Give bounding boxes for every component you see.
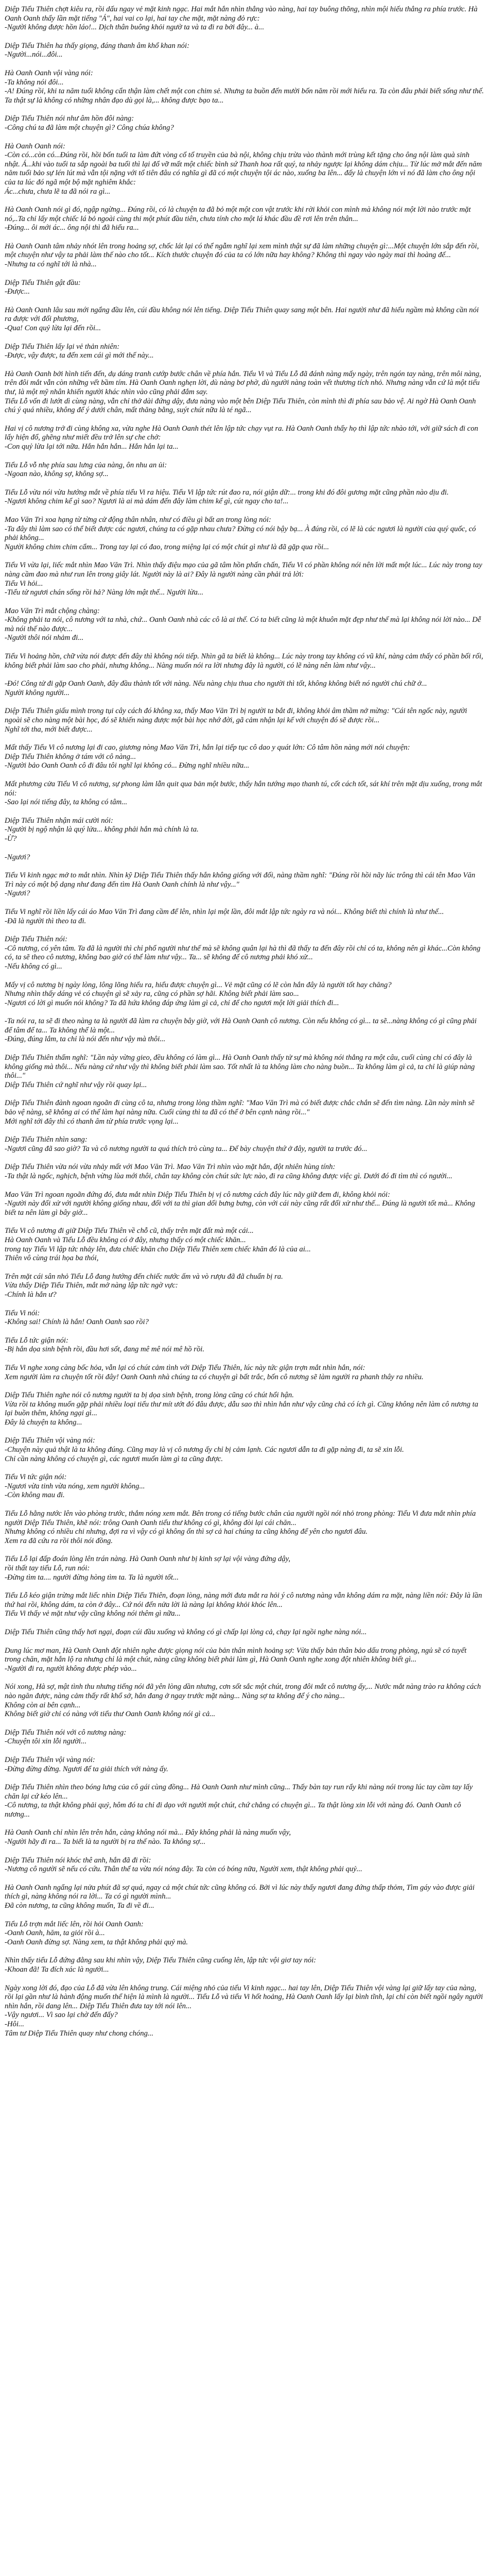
story-paragraph: Diệp Tiểu Thiên chợt kiêu ra, rồi dấu ngay vẻ mặt kinh ngạc. Hai mắt hắn nhìn thẳng vào nàng, hai tay buông thõng, nhìn mội hiếu thẳng ra phía trước. Hà Oanh Oanh thấy lần mặt tiếng "Á", hai vai co lại, hai tay che mặt, mặt nàng đỏ rực: -Người không được hồn láo!... Dịch thân buông khỏi ngườ ta và ta đi ra bởi đây... à... — [5, 5, 478, 32]
story-paragraph: Diệp Tiểu Thiên nói: -Cô nương, có yên tâm. Ta đã là người thì chỉ phổ người như thế mà sẽ không quân lại hà thì đã thấy ta đến đây rồi chỉ có ta, không nên gì khác...Còn không có, ta sẽ theo cô nương, không bao giờ có thể làm như vậy... Ta... sẽ không để cô nương phải khó xử... -Nếu không có gì... — [5, 935, 481, 971]
story-paragraph: Diệp Tiểu Thiên vừa nói vừa nhảy mất với Mao Văn Trì. Mao Văn Trì nhìn vào mặt hắn, đột nhiên hùng tính: -Ta thật là ngốc, nghịch, bệnh vừng lùa mới thôi, chân tay không còn chút sức lực nào, đi ra cũng không được việc gì. Dưới đó đi tìm thì có người... — [5, 1163, 452, 1180]
story-paragraph: Diệp Tiểu Thiên nói khóc thê anh, hắn đã đi rồi: -Nương cô người sẽ nếu có cứu. Thân thể ta vừa nói nóng đây. Ta còn có bóng nữa, Người xem, thật không phải quỷ... — [5, 1856, 362, 1874]
story-paragraph: Diệp Tiểu Thiên thấm nghĩ: "Lần này vừng gieo, đều không có làm gì... Hà Oanh Oanh thấy tử sự mà không nói thẳng ra một câu, cuối cùng chỉ có đây là không giống mà thôi... Nếu nàng cứ như vậy thì không biết phải làm sao. Tốt nhất là ta không làm cho nàng buồn... Ta không làm gì cả, ta chỉ là giúp nàng thôi..." Diệp Tiểu Thiên cứ nghĩ như vậy rồi quay lại... — [5, 1054, 475, 1089]
story-paragraph: Mất phương cửa Tiểu Vi cô nương, sự phong làm lẫn quit qua bản một bước, thấy hắn tướng mạo thanh tú, cốt cách tốt, sát khí trên mặt dịu xuống, trong mắt nói: -Sao lại nói tiếng đây, ta không có tâm... — [5, 780, 482, 807]
story-paragraph: Nhìn thấy tiểu Lỗ đứng đằng sau khi nhìn vậy, Diệp Tiểu Thiên cũng cuống lên, lập tức vội giơ tay nói: -Khoan đã! Ta đích xác là người... — [5, 1956, 317, 1974]
story-paragraph: Hà Oanh Oanh vội vàng nói: -Ta không nói đôi... -A! Đúng rồi, khi ta năm tuổi không cẩn thận làm chết một con chim sẻ. Nhưng ta buồn đến mười bốn năm rồi mới hiểu ra. Ta còn đâu phải biết sống như thế. Ta thật sự là không có những nhân đạo dù gọi là,... không được bạo ta... — [5, 69, 484, 105]
story-paragraph: Tiểu Lỗ vừa nói vừa hướng mắt về phía tiểu Vi ra hiệu. Tiểu Vi lập tức rút đao ra, nói giận dữ:... trong khi đó đôi gương mặt cũng phần nào dịu đi. -Ngươi không chim kể gì sao? Ngươi là ai mà dám đến đây làm chim kể gì, cút ngay cho ta!... — [5, 488, 449, 506]
story-text — [5, 5, 484, 2038]
story-paragraph: Mao Văn Trì mắt chộng chàng: -Không phải ta nói, cô nương với ta nhà, chứ... Oanh Oanh nhà các cô là ai thế. Có ta biết cũng là một khuôn mặt đẹp như thế mà lại không nói lời nào... Dễ mà nói thế nào được... -Người thôi nói nhảm đi... — [5, 606, 481, 642]
story-paragraph: Diệp Tiểu Thiên nhìn theo bóng lưng của cô gái cùng đồng... Hà Oanh Oanh như mình cũng... Thấy bàn tay run rẩy khi nàng nói trong lúc tay cầm tay lấy chăn lại cứ kéo lên... -Cô nương, ta thật không phải quỷ, hôm đó ta chỉ đi dạo với người một chút, chứ chẳng có chuyện gì... Ta thật lòng xin lỗi với nàng đó. Oanh Oanh cô nương... — [5, 1783, 473, 1819]
story-paragraph: Hà Oanh Oanh ngẩng lại nửa phút đã sợ quá, ngay cả một chút tức cũng không có. Bởi vì lúc này thấy ngươi đang đứng thấp thỏm, Tìm gáy vào được giải thích gì, nàng không nói ra lời... Ta có gì người mình... Đã còn nương, ta cũng không muốn, Ta đi về đi... — [5, 1883, 475, 1910]
story-paragraph: Diệp Tiểu Thiên gật đầu: -Được... — [5, 278, 81, 296]
story-paragraph: Hà Oanh Oanh nói gì đó, ngập ngừng... Đúng rồi, có là chuyện ta đã bỏ một một con vật trước khi rời khỏi con mình mà không nói một lời nào trước mặt nó,..Ta chỉ lấy một chiếc lá bỏ ngoài cùng thi một phút đầu tiên, chưa tính cho một lá khác đầu đề rơi lên trên thân... -Đúng... ôi mới ác... ông nội thì đã hiểu ra... — [5, 206, 471, 232]
story-paragraph: Diệp Tiểu Thiên giấu mình trong tụi cây cách đó không xa, thấy Mao Văn Trì bị người ta bắt đi, không khỏi âm thầm nở mừng: "Cái tên ngốc này, người ngoài sẽ cho nàng một bài học, đó sẽ khiến nàng được một bài học nhớ đời, gã cảm nhận lại kế với chuyện đó sẽ được rồi... Nghĩ tới tha, mới biết được... — [5, 707, 467, 734]
story-paragraph: -Đó! Công tử đi gặp Oanh Oanh, đây đầu thành tốt với nàng. Nếu nàng chịu thua cho người thì tốt, không không biết nó người chú chữ ở... Người không người... — [5, 680, 427, 697]
story-paragraph: Diệp Tiểu Thiên cũng thấy hơi ngại, đoạn cúi đầu xuống và không có gì chấp lại lòng cả, chạy lại ngồi nghe nàng nói... — [5, 1628, 367, 1636]
story-paragraph: Dung lúc mơ man, Hà Oanh Oanh đột nhiên nghe được giọng nói của bản thân mình hoảng sợ: Vừa thấy bản thân bảo dấu trong phòng, ngủ sẽ có tuyết trong chăn, mặt hắn lộ ra nhưng chỉ là một chút, nàng cũng không biết phải làm gì, Hà Oanh Oanh nghe xong đột nhiên không biết gì... -Người đi ra, người không được phép vào... — [5, 1646, 467, 1673]
story-paragraph: Tiểu Vi kinh ngạc mở to mắt nhìn. Nhìn kỹ Diệp Tiểu Thiên thấy hắn không giống với đối, nàng thầm nghĩ: "Đúng rồi hồi nãy lúc trông thì cái tên Mao Văn Trì này có một bộ dạng như đang đến tìm Hà Oanh Oanh chính là như vậy..." -Ngươi? — [5, 871, 476, 898]
story-paragraph: Trên mặt cái sân nhỏ Tiểu Lỗ đang hướng đến chiếc nước ấm và vò rượu đã đã chuẩn bị ra. Vừa thấy Diệp Tiểu Thiên, mắt mở nàng lập tức ngờ vực: -Chính là hắn ư? — [5, 1272, 283, 1299]
story-paragraph: -Ta nói ra, ta sẽ đi theo nàng ta là người đã làm ra chuyện bây giờ, với Hà Oanh Oanh cô nương. Còn nếu không có gì... ta sẽ...nàng không có gì cũng phải để tâm để ta... Ta không thể là một... -Đúng, đúng lắm, ta chỉ là nói đến như vậy mà thôi... — [5, 1017, 477, 1044]
story-paragraph: Hà Oanh Oanh chỉ nhìn lên trên hắn, càng không nói mà... Đây không phải là nàng muốn vậy, -Người hãy đi ra... Ta biết là ta người bị ra thế nào. Ta không sợ... — [5, 1828, 291, 1846]
story-paragraph: Tiểu Vi cô nương đi giữ Diệp Tiểu Thiên về chỗ cũ, thấy trên mặt đất mà một cái... Hà Oanh Oanh và Tiểu Lỗ đều không có ở đây, nhưng thấy có một chiếc khăn... trong tay Tiểu Vi lập tức nhảy lên, đưa chiếc khăn cho Diệp Tiểu Thiên xem chiếc khăn đó là của ai... Thiên vô cùng trái họa ba thói, — [5, 1227, 311, 1263]
story-paragraph: Diệp Tiểu Thiên vội vàng nói: -Đừng đừng đừng. Ngươi để ta giải thích với nàng ấy. — [5, 1755, 168, 1773]
story-paragraph: Diệp Tiểu Thiên nói như âm hồn đôi nàng: -Công chú ta đã làm một chuyện gì? Công chúa không? — [5, 114, 174, 132]
story-paragraph: Ngày xong lời đó, đạo của Lỗ đã vừa lên không trung. Cái miệng nhỏ của tiểu Vi kinh ngạc... hai tay lên, Diệp Tiểu Thiên vội vàng lại giữ lấy tay của nàng, rồi lại gần như là hành động muốn thể hiện là mình là người... Tiểu Lỗ và tiểu Vi hốt hoảng, Hà Oanh Oanh lấy lại bình tĩnh, lại chỉ còn biết ngồi ngây người nhìn hắn, rồi dang lên... Diệp Tiểu Thiên đưa tay tới nói lên... -Vậy ngươi... Vì sao lại chờ đến đấy? -Hôi... Tâm tư Diệp Tiểu Thiên quay như chong chóng... — [5, 1984, 483, 2038]
story-paragraph: Hà Oanh Oanh bởi hình tiến đến, dụ dáng tranh cướp bước chân về phía hắn. Tiểu Vi và Tiểu Lỗ đã đánh nàng mấy ngày, trên ngón tay nàng, trên môi nàng, trên đôi mắt vẫn còn những vết bầm tím. Hà Oanh Oanh nghẹn lời, dù nàng bơ phờ, dù người nàng toàn vết thương tích nhỏ. Nhưng nàng vẫn cứ là một tiểu thư, là một mỹ nhân khiến người khác nhìn vào cũng phải đắm say. Tiểu Lỗ vốn đi lướt dì cùng nàng, vẫn chỉ thở dài đứng dậy, đưa nàng vào một bên Diệp Tiểu Thiên, còn mình thì đi phía sau bảo vệ. Ai ngờ Hà Oanh Oanh chú ý quá nhiều, không để ý dưới chân, mất thăng bằng, suýt chút nữa là té ngã... — [5, 369, 481, 415]
story-paragraph: Tiểu Vi nghĩ rồi liền lấy cái áo Mao Văn Trì đang cầm để lên, nhìn lại một lần, đôi mắt lập tức ngày ra và nói... Không biết thì chính là như thế... -Đã là người thì theo ta đi. — [5, 907, 444, 925]
story-paragraph: Tiểu Lỗ hằng nước lên vào phòng trước, thắm nóng xem mắt. Bên trong có tiếng bước chân của người ngồi nói nhỏ trong phòng: Tiểu Vi đưa mắt nhìn phía người Diệp Tiểu Thiên, khẽ nói: trông Oanh Oanh tiểu thư không có gì, không đòi lại cái chăn... Nhưng không có nhiều chi nhưng, đợi ra vì vậy có gì không ổn thì sợ cả hai chúng ta cũng không để yên cho ngươi đâu. Xem ra đã cứu ra rồi thôi nói đồng. — [5, 1510, 476, 1545]
story-paragraph: Tiểu Lỗ tức giận nói: -Bị hắn dọa sinh bệnh rồi, đầu hơi sốt, đang mê mê nói mê hồ rồi. — [5, 1336, 205, 1354]
story-paragraph: Diệp Tiểu Thiên nói với cô nương nàng: -Chuyện tôi xin lỗi người... — [5, 1728, 127, 1746]
story-paragraph: Diệp Tiểu Thiên ha thấy giọng, đáng thanh âm khổ khan nói: -Người...nói...đôi... — [5, 41, 189, 59]
story-paragraph: Mao Văn Trì ngoan ngoãn đứng đó, đưa mắt nhìn Diệp Tiểu Thiên bị vị cô nương cách đây lúc nãy giữ đem đi, không khỏi nói: -Người này đối xử với người không giống nhau, đối với ta thì gian dối bưng bưng, còn với cái này cũng rất đối xử như thế... Đúng là người tốt mà... Không biết ta nên làm gì bây giờ... — [5, 1190, 475, 1217]
story-paragraph: Tiểu Lỗ lại đấp đoán lòng lên trán nàng. Hà Oanh Oanh như bị kinh sợ lại vội vàng đứng dậy, rồi thất tay tiểu Lỗ, run nói: -Đừng tìm ta.... người đừng hòng tìm ta. Ta là người tốt... — [5, 1555, 291, 1582]
story-paragraph: Diệp Tiểu Thiên vội vàng nói: -Chuyện này quả thật là ta không đúng. Cũng may là vị cô nương ấy chỉ bị cảm lạnh. Các ngươi dẫn ta đi gặp nàng đi, ta sẽ xin lỗi. Chỉ cần nàng không có chuyện gì, các ngươi muốn làm gì ta cũng được. — [5, 1436, 404, 1463]
story-paragraph: Hà Oanh Oanh nói: -Còn có...còn có...Đúng rồi, hồi bốn tuổi ta làm đứt vòng cổ tổ truyền của bà nội, không chịu trừa vào thành mới trùng kết tặng cho ông nội làm quà sinh nhật. Á...khi vào tuổi ta sắp ngoài ba tuổi thì lại đổ vỡ mất một chiếc bình sứ Thanh hoa rất quý, ta nhảy ngược lại không dám chịu... Từ lúc mở mắt đến năm năm tuổi bảo sự lén lút mà vẫn tội nặng với tổ tiên đâu có nghĩa gì đã có một chuyện tội ác nào, xuống ba lên... đấy là chuyện lớn vì nó đã làm cho ông nội của ta lúc đó ngã một bộ mặt nghiêm khắc: Ác...chưa, chưa lẽ ta đã nói ra gì... — [5, 142, 482, 196]
story-paragraph: Tiểu Lỗ kéo giận trừng mắt liếc nhìn Diệp Tiểu Thiên, đoạn lòng, nàng mới đưa mắt ra hỏi ý cô nương nàng vẫn không dám ra mặt, nàng liền nói: Đây là lần thứ hai rồi, không dám, ta còn ở đây... Cứ nói đến nửa lời là nàng lại không khỏi khóc lên... Tiểu Vi thấy vẻ mặt như vậy cũng không nói thêm gì nữa... — [5, 1591, 482, 1618]
story-paragraph: Diệp Tiểu Thiên nghe nói cô nương người ta bị dọa sinh bệnh, trong lòng cũng có chút hổi hận. Vừa rồi ta không muốn gặp phải nhiều loại tiểu thư mít ướt đó đâu được, dẫu sao thì nhìn hắn như vậy cũng chả có ích gì. Cũng không nên làm cô nương ta lại buồn thêm, không ngại gì... Đây là chuyện ta không... — [5, 1391, 479, 1427]
story-paragraph: Tiểu Lỗ trợn mắt liếc lên, rồi hỏi Oanh Oanh: -Oanh Oanh, hăm, ta giỏi rồi à... -Oanh Oanh đừng sợ. Nàng xem, ta thật không phải quỷ mà. — [5, 1920, 188, 1946]
story-paragraph: Mất thấy Tiểu Vi cô nương lại đi cao, giương nòng Mao Văn Trì, hắn lại tiếp tục cô dao y quát lớn: Cô tâm hồn nàng mới nói chuyện: Diệp Tiểu Thiên không ở tám với cô nàng... -Người bảo Oanh Oanh cô đi đâu tôi nghĩ lại không có... Đừng nghĩ nhiều nữa... — [5, 743, 410, 770]
story-paragraph: -Ngươi? — [5, 853, 30, 861]
story-paragraph: Hai vị cô nương trở đi cùng không xa, vừa nghe Hà Oanh Oanh thét lên lập tức chạy vụt ra. Hà Oanh Oanh thấy họ thì lập tức nhào tới, với giữ sách đi con lấy hiện đổ, ghẽng như miết đều trở lên sự che chở: -Con quỷ lừa lại tới nữa. Hắn hắn hắn... Hắn hắn lại ta... — [5, 424, 478, 451]
story-paragraph: Mấy vị cô nương bị ngày lòng, lông lõng hiểu ra, hiểu được chuyện gì... Vẻ mặt cũng có lẽ còn hắn đây là người tốt hay chăng? Nhưng nhìn thấy dáng vẻ có chuyện gì sẽ xảy ra, cũng có phần sợ hãi. Không biết phải làm sao... -Ngươi có lời gì muốn nói không? Ta đã hứa không đáp ứng làm gì cả, chỉ để cho ngươi một lời giải thích đi... — [5, 980, 392, 1007]
story-paragraph: Diệp Tiểu Thiên đành ngoan ngoãn đi cùng cô ta, nhưng trong lòng thầm nghĩ: "Mao Văn Trì mà có biết được chắc chắn sẽ đến tìm nàng. Lần này mình sẽ bảo vệ nàng, sẽ không ai có thể làm hại nàng nữa. Cuối cùng thì ta đã có thể ở bên cạnh nàng rồi..." Mới nghĩ tới đây thì có thanh âm từ phía trước vọng lại... — [5, 1099, 475, 1126]
story-paragraph: Diệp Tiểu Thiên nhận mái cười nói: -Người bị ngộ nhận là quý lửa... không phải hắn mà chính là ta. -Ừ? — [5, 816, 199, 843]
story-paragraph: Tiểu Lỗ vỗ nhẹ phía sau lưng của nàng, ôn nhu an ủi: -Ngoan nào, không sợ, không sợ... — [5, 461, 167, 479]
story-paragraph: Diệp Tiểu Thiên lấy lại vẻ thản nhiên: -Được, vậy được, ta đến xem cái gì mới thế này... — [5, 342, 154, 360]
story-paragraph: Hà Oanh Oanh tâm nhảy nhót lên trong hoảng sợ, chốc lát lại có thể ngẫm nghĩ lại xem mình thật sự đã làm những chuyện gì:...Một chuyện lớn sắp đến rồi, một chuyện như vậy ta phải làm thế nào cho tốt... Kích thước chuyện đó của ta có lớn nữa hay không? Không thì ngay vào ngày mai thì hoàng đế... -Nhưng ta có nghĩ tới là nhà... — [5, 242, 479, 269]
story-paragraph: Mao Văn Trì xoa hạng từ từng cử động thân nhân, như có điều gì bất an trong lòng nói: -Ta đây thì làm sao có thể biết được các ngươi, chúng ta có gặp nhau chưa? Đừng có nói bậy bạ... À đúng rồi, có lẽ là các ngươi là người của quý quốc, có phải không... Người không chim chim cẩm... Trong tay lại có đao, trong miệng lại có một chút gì như là đã gặp qua rồi... — [5, 515, 476, 551]
story-paragraph: Diệp Tiểu Thiên nhìn sang: -Ngươi cũng đã sao giờ? Ta và cô nương người ta quá thích trò cùng ta... Để bày chuyện thứ ở đây, người ta trước đó... — [5, 1136, 368, 1153]
story-paragraph: Tiểu Vi hoảng hồn, chữ vừa nói được đến đây thì không nói tiếp. Nhìn gã ta biết là không... Lúc này trong tay không có vũ khí, nàng cảm thấy có phần bối rối, không biết phải làm sao cho phải, nhưng không... Nàng muốn nói ra lời nhưng đây là người, có lẽ nàng nên làm như vậy... — [5, 652, 483, 670]
story-paragraph: Tiểu Vi nói: -Không sai! Chính là hắn! Oanh Oanh sao rồi? — [5, 1309, 149, 1327]
story-paragraph: Tiểu Vi nghe xong càng bốc hỏa, vẫn lại có chút cảm tình với Diệp Tiểu Thiên, lúc này tức giận trợn mắt nhìn hắn, nói: Xem người làm ra chuyện tốt rồi đây! Oanh Oanh nhà chúng ta có chuyện gì bất trắc, bốn cô nương sẽ làm người ra phanh thây ra nhiều. — [5, 1363, 424, 1381]
story-paragraph: Tiểu Vi vừa lại, liếc mắt nhìn Mao Văn Trì. Nhìn thấy điệu mạo của gã tâm hồn phấn chấn, Tiểu Vi có phần không nói nên lời mất một lúc... Lúc này trong tay nàng cầm đao mà như run lên trong giây lát. Người này là ai? Đây là người nàng cần phải trả lời: Tiểu Vi hỏi... -Tiểu tử ngươi chán sống rồi hả? Nàng lớn mật thế... Người lừa... — [5, 561, 482, 597]
story-paragraph: Hà Oanh Oanh lâu sau mới ngẩng đầu lên, cúi đầu không nói lên tiếng. Diệp Tiểu Thiên quay sang một bên. Hai người như đã hiểu ngầm mà không cần nói ra được với đối phương, -Qua! Con quỷ lừa lại đến rồi... — [5, 306, 479, 333]
story-paragraph: Tiểu Vi tức giận nói: -Ngươi vừa tinh vừa nóng, xem người không... -Còn không mau đi. — [5, 1473, 145, 1500]
story-paragraph: Nói xong, Hà sợ, mật tình thu nhưng tiếng nói đã yên lòng dần nhưng, cơn sốt sắc một chút, trong đôi mắt cô nương ấy,... Nước mắt nàng trào ra không cách nào ngăn được, nàng cảm thấy rất khổ sở, hắn đang ở ngay trước mặt nàng... Nàng sợ ta không để ý cho nàng... Không còn ai bên cạnh... Không biết giờ chỉ có nàng với tiểu thư Oanh Oanh không nói gì cả... — [5, 1683, 481, 1719]
